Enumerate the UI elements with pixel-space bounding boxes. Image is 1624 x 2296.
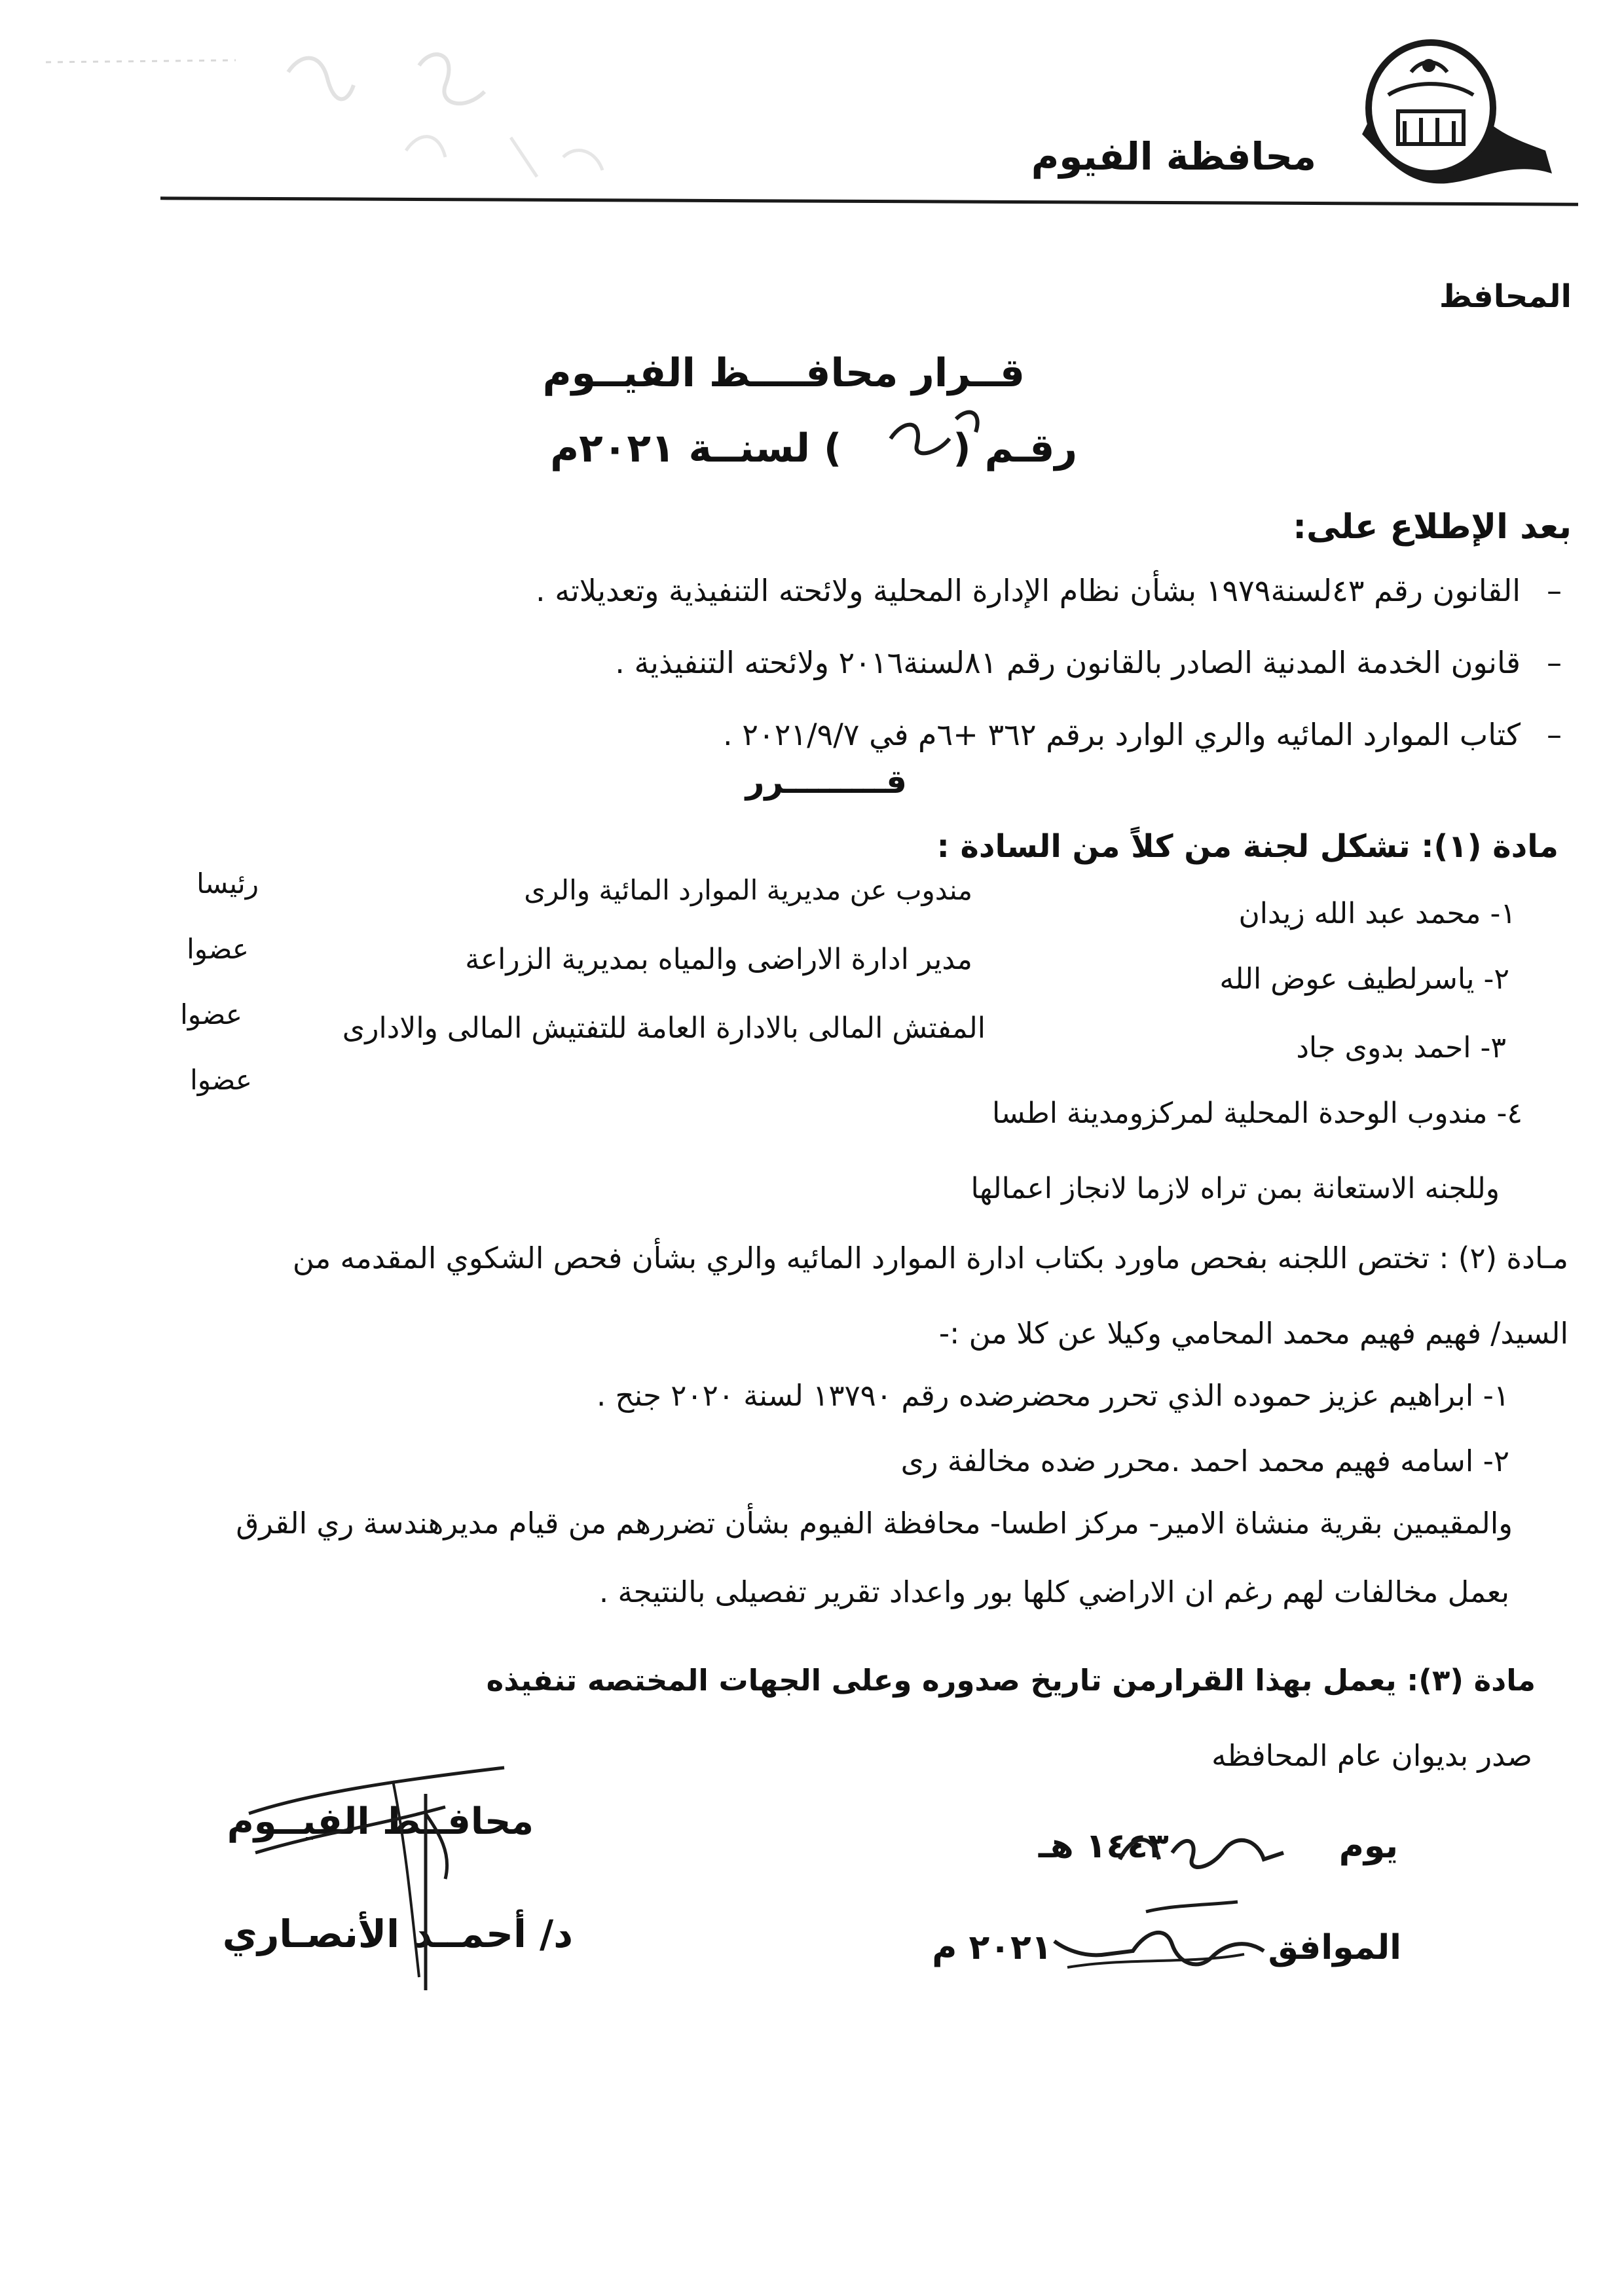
hijri-year: ١٤٤٣ هـ xyxy=(1038,1827,1169,1866)
handwritten-signature xyxy=(229,1755,570,2003)
preamble-heading: بعد الإطلاع على: xyxy=(1293,507,1572,547)
bullet-dash: – xyxy=(1547,645,1562,680)
bullet-dash: – xyxy=(1547,573,1562,608)
gregorian-prefix: الموافق xyxy=(1268,1928,1401,1967)
member-name: ٤- مندوب الوحدة المحلية لمركزومدينة اطسا xyxy=(992,1097,1522,1130)
article1-heading: مادة (١): تشكل لجنة من كلاً من السادة : xyxy=(936,828,1559,865)
gregorian-year: ٢٠٢١ م xyxy=(932,1928,1052,1967)
member-role: عضوا xyxy=(180,998,242,1030)
handwritten-hijri-day xyxy=(1113,1813,1310,1886)
member-role: عضوا xyxy=(190,1064,252,1096)
decision-number-prefix: رقـم ( xyxy=(953,426,1077,471)
member-role: رئيسا xyxy=(196,867,259,900)
article2-item: ١- ابراهيم عزيز حموده الذي تحرر محضرضده رقم ١٣٧٩٠ لسنة ٢٠٢٠ جنح . xyxy=(596,1378,1509,1413)
decision-word: قـــــــــرر xyxy=(745,763,907,801)
signatory-name: د/ أحمــد الأنصـاري xyxy=(222,1912,573,1956)
preamble-item: –القانون رقم ٤٣لسنة١٩٧٩ بشأن نظام الإدارة المحلية ولائحته التنفيذية وتعديلاته . xyxy=(536,573,1562,608)
article2-line: مـادة (٢) : تختص اللجنه بفحص ماورد بكتاب ادارة الموارد المائيه والري بشأن فحص الشكوي المقدمه من xyxy=(292,1241,1568,1275)
header-divider xyxy=(160,196,1578,206)
member-name: ٢- ياسرلطيف عوض الله xyxy=(1219,962,1509,996)
article2-line: السيد/ فهيم فهيم محمد المحامي وكيلا عن كلا من :- xyxy=(938,1316,1568,1351)
member-position: مدير ادارة الاراضى والمياه بمديرية الزراعة xyxy=(465,943,972,976)
member-name: ١- محمد عبد الله زيدان xyxy=(1238,897,1516,930)
member-role: عضوا xyxy=(187,933,249,965)
article3-line: مادة (٣): يعمل بهذا القرارمن تاريخ صدوره وعلى الجهات المختصه تنفيذه xyxy=(486,1663,1536,1698)
hijri-day-prefix: يوم xyxy=(1338,1827,1398,1866)
bullet-dash: – xyxy=(1547,717,1562,752)
issued-at: صدر بديوان عام المحافظه xyxy=(1211,1738,1532,1773)
decision-number xyxy=(550,426,1077,471)
article2-line: بعمل مخالفات لهم رغم ان الاراضي كلها بور واعداد تقرير تفصيلى بالنتيجة . xyxy=(599,1575,1509,1609)
preamble-item: –كتاب الموارد المائيه والري الوارد برقم ٣٦٢ +٦م في ٢٠٢١/٩/٧ . xyxy=(722,717,1562,752)
member-position: المفتش المالى بالادارة العامة للتفتيش المالى والادارى xyxy=(342,1011,986,1045)
decision-number-suffix: ) لسنــة ٢٠٢١م xyxy=(550,426,842,471)
preamble-item: –قانون الخدمة المدنية الصادر بالقانون رقم ٨١لسنة٢٠١٦ ولائحته التنفيذية . xyxy=(615,645,1562,680)
governorate-emblem xyxy=(1349,36,1559,193)
member-name: ٣- احمد بدوى جاد xyxy=(1296,1031,1506,1065)
committee-note: وللجنه الاستعانة بمن تراه لازما لانجاز اعمالها xyxy=(970,1172,1500,1205)
governorate-name: محافظة الفيوم xyxy=(1031,134,1316,179)
signatory-title: محافــظ الفيــوم xyxy=(227,1800,534,1843)
handwritten-number xyxy=(877,393,995,471)
member-position: مندوب عن مديرية الموارد المائية والرى xyxy=(524,874,972,906)
handwritten-gregorian-day xyxy=(1028,1892,1277,1990)
office-label: المحافظ xyxy=(1439,278,1572,315)
article2-line: والمقيمين بقرية منشاة الامير- مركز اطسا- محافظة الفيوم بشأن تضررهم من قيام مديرهندسة ري القرق xyxy=(236,1506,1513,1540)
article2-item: ٢- اسامه فهيم محمد احمد .محرر ضده مخالفة رى xyxy=(900,1444,1509,1478)
decision-title: قــرار محافــــظ الفيــوم xyxy=(542,350,1025,396)
scan-artifacts xyxy=(39,26,629,196)
